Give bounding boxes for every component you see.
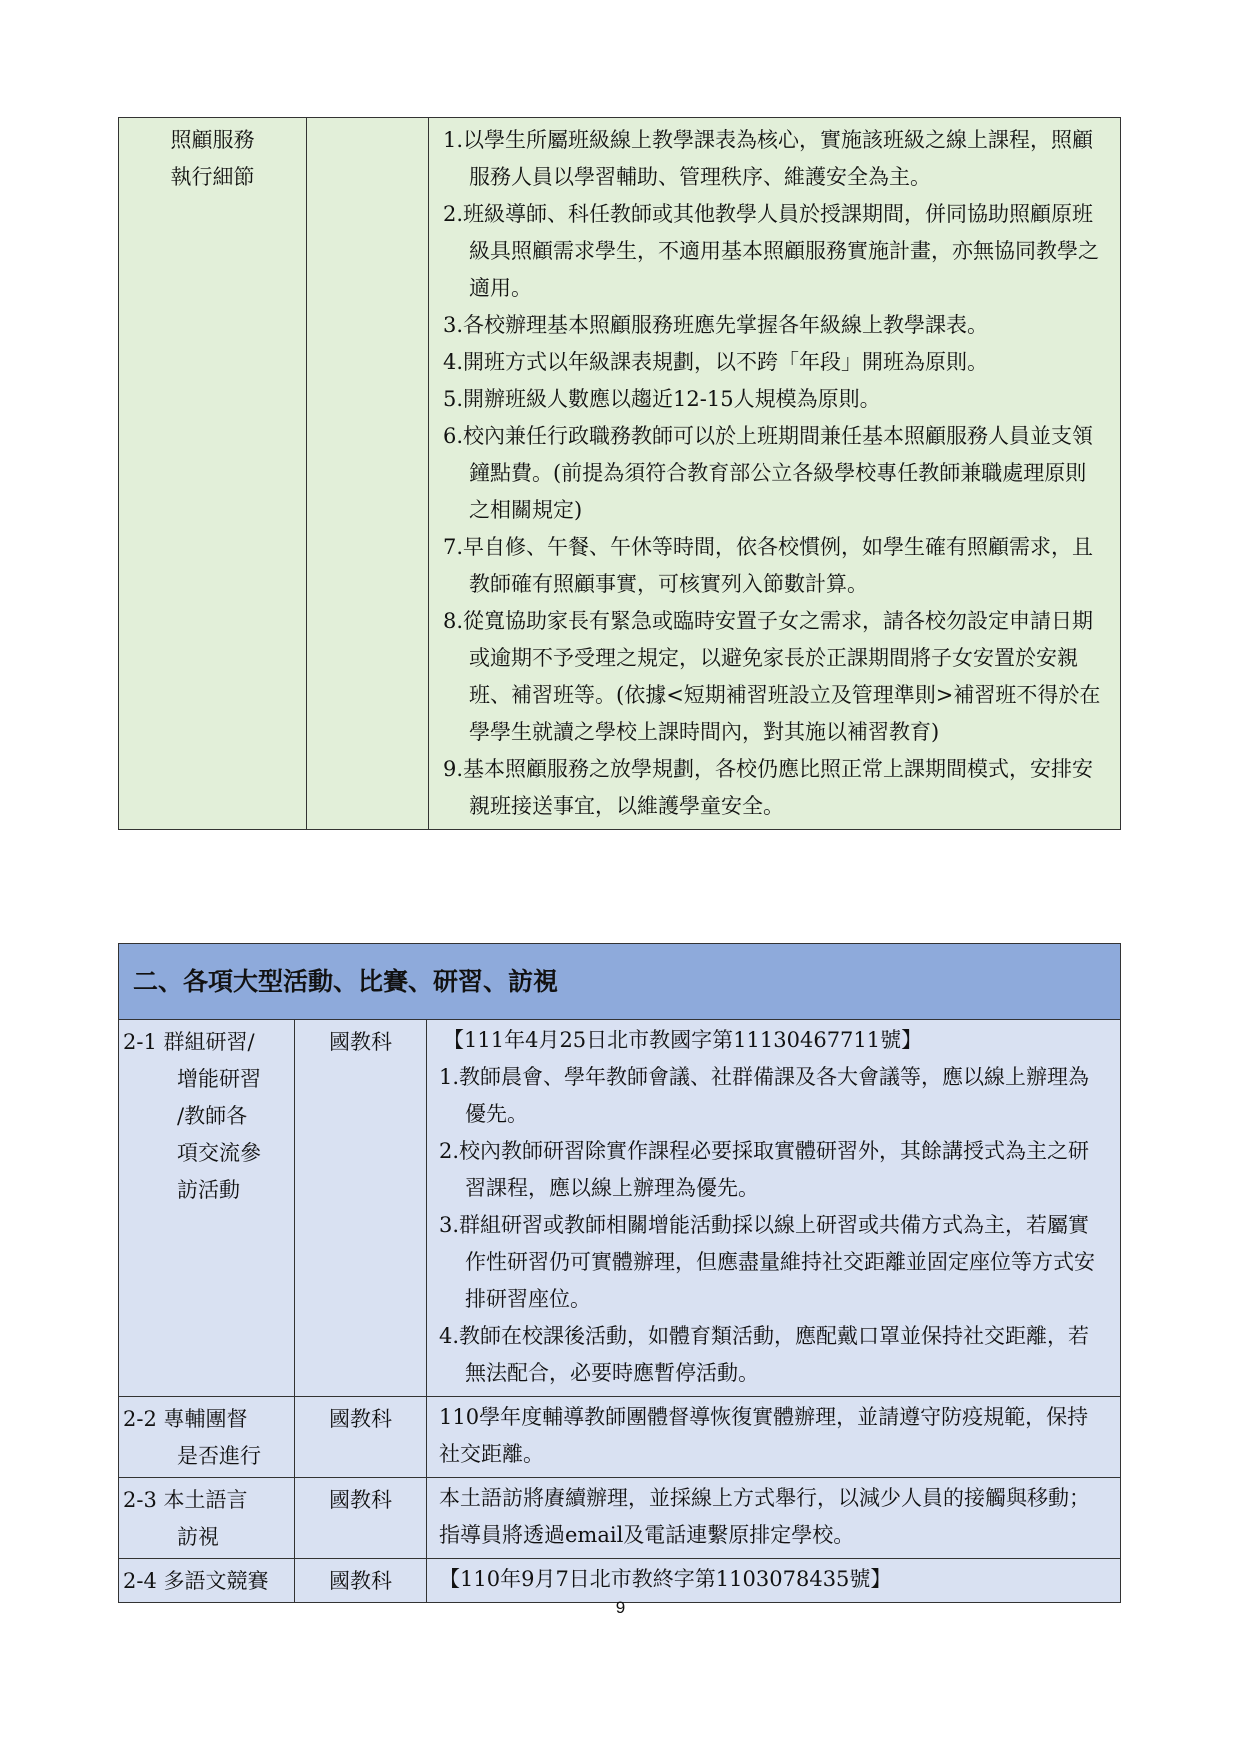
table-row xyxy=(119,118,1121,830)
page-number: 9 xyxy=(615,1598,626,1617)
item-title-line: 是否進行 xyxy=(177,1444,261,1468)
row-label-line: 執行細節 xyxy=(170,165,255,189)
list-item: 5.開辦班級人數應以趨近12-15人規模為原則。 xyxy=(443,387,881,411)
item-code-cell xyxy=(119,1020,295,1397)
item-code-cell xyxy=(119,1478,295,1559)
list-item: 3.群組研習或教師相關增能活動採以線上研習或共備方式為主，若屬實作性研習仍可實體辦理，但應盡量維持社交距離並固定座位等方式安排研習座位。 xyxy=(439,1213,1095,1311)
item-title: 專輔團督 xyxy=(163,1407,248,1431)
list-item: 6.校內兼任行政職務教師可以於上班期間兼任基本照顧服務人員並支領鐘點費。(前提為須符合教育部公立各級學校專任教師兼職處理原則之相關規定) xyxy=(443,424,1094,522)
table-row xyxy=(119,1478,1121,1559)
list-item: 8.從寬協助家長有緊急或臨時安置子女之需求，請各校勿設定申請日期或逾期不予受理之規定，以避免家長於正課期間將子女安置於安親班、補習班等。(依據<短期補習班設立及管理準則>補習班不得於在學學生就讀之學校上課時間內，對其施以補習教育) xyxy=(443,609,1101,744)
item-title-line: 訪活動 xyxy=(177,1178,240,1202)
dept-cell: 國教科 xyxy=(295,1478,427,1559)
row-label xyxy=(119,118,307,830)
dept-cell xyxy=(307,118,429,830)
list-item: 4.開班方式以年級課表規劃，以不跨「年段」開班為原則。 xyxy=(443,350,989,374)
dept-cell: 國教科 xyxy=(295,1397,427,1478)
item-title-line: 增能研習 xyxy=(177,1067,261,1091)
item-title-line: 項交流參 xyxy=(177,1141,261,1165)
list-item: 3.各校辦理基本照顧服務班應先掌握各年級線上教學課表。 xyxy=(443,313,989,337)
reference-number: 【111年4月25日北市教國字第11130467711號】 xyxy=(443,1028,923,1052)
item-title-line: /教師各 xyxy=(177,1104,248,1128)
list-item: 1.教師晨會、學年教師會議、社群備課及各大會議等，應以線上辦理為優先。 xyxy=(439,1065,1090,1126)
list-item: 2.班級導師、科任教師或其他教學人員於授課期間，併同協助照顧原班級具照顧需求學生，不適用基本照顧服務實施計畫，亦無協同教學之適用。 xyxy=(443,202,1099,300)
content-cell xyxy=(429,118,1121,830)
table-row xyxy=(119,1397,1121,1478)
item-list xyxy=(429,118,1120,829)
content-cell: 110學年度輔導教師團體督導恢復實體辦理，並請遵守防疫規範，保持社交距離。 xyxy=(427,1397,1121,1478)
care-service-table xyxy=(118,117,1121,830)
item-code: 2-1 xyxy=(123,1030,157,1054)
list-item: 1.以學生所屬班級線上教學課表為核心，實施該班級之線上課程，照顧服務人員以學習輔助、管理秩序、維護安全為主。 xyxy=(443,128,1094,189)
activities-table xyxy=(118,943,1121,1603)
item-code: 2-2 xyxy=(123,1407,157,1431)
row-label-line: 照顧服務 xyxy=(170,128,255,152)
item-list xyxy=(439,1059,1108,1394)
dept-cell: 國教科 xyxy=(295,1559,427,1603)
item-code: 2-4 xyxy=(123,1569,157,1593)
table-header-row xyxy=(119,944,1121,1020)
list-item: 9.基本照顧服務之放學規劃，各校仍應比照正常上課期間模式，安排安親班接送事宜，以維護學童安全。 xyxy=(443,757,1094,818)
item-title: 本土語言 xyxy=(163,1488,248,1512)
content-cell: 【110年9月7日北市教終字第1103078435號】 xyxy=(427,1559,1121,1603)
item-code-cell xyxy=(119,1559,295,1603)
content-cell xyxy=(427,1020,1121,1397)
content-cell: 本土語訪將賡續辦理，並採線上方式舉行，以減少人員的接觸與移動；指導員將透過email及電話連繫原排定學校。 xyxy=(427,1478,1121,1559)
item-title: 群組研習/ xyxy=(163,1030,255,1054)
list-item: 4.教師在校課後活動，如體育類活動，應配戴口罩並保持社交距離，若無法配合，必要時應暫停活動。 xyxy=(439,1324,1090,1385)
table-row xyxy=(119,1559,1121,1603)
item-code-cell xyxy=(119,1397,295,1478)
section-title: 二、各項大型活動、比賽、研習、訪視 xyxy=(119,944,1121,1020)
list-item: 2.校內教師研習除實作課程必要採取實體研習外，其餘講授式為主之研習課程，應以線上辦理為優先。 xyxy=(439,1139,1090,1200)
dept-cell: 國教科 xyxy=(295,1020,427,1397)
item-title: 多語文競賽 xyxy=(163,1569,269,1593)
item-code: 2-3 xyxy=(123,1488,157,1512)
item-title-line: 訪視 xyxy=(177,1525,219,1549)
table-row xyxy=(119,1020,1121,1397)
list-item: 7.早自修、午餐、午休等時間，依各校慣例，如學生確有照顧需求，且教師確有照顧事實，可核實列入節數計算。 xyxy=(443,535,1094,596)
